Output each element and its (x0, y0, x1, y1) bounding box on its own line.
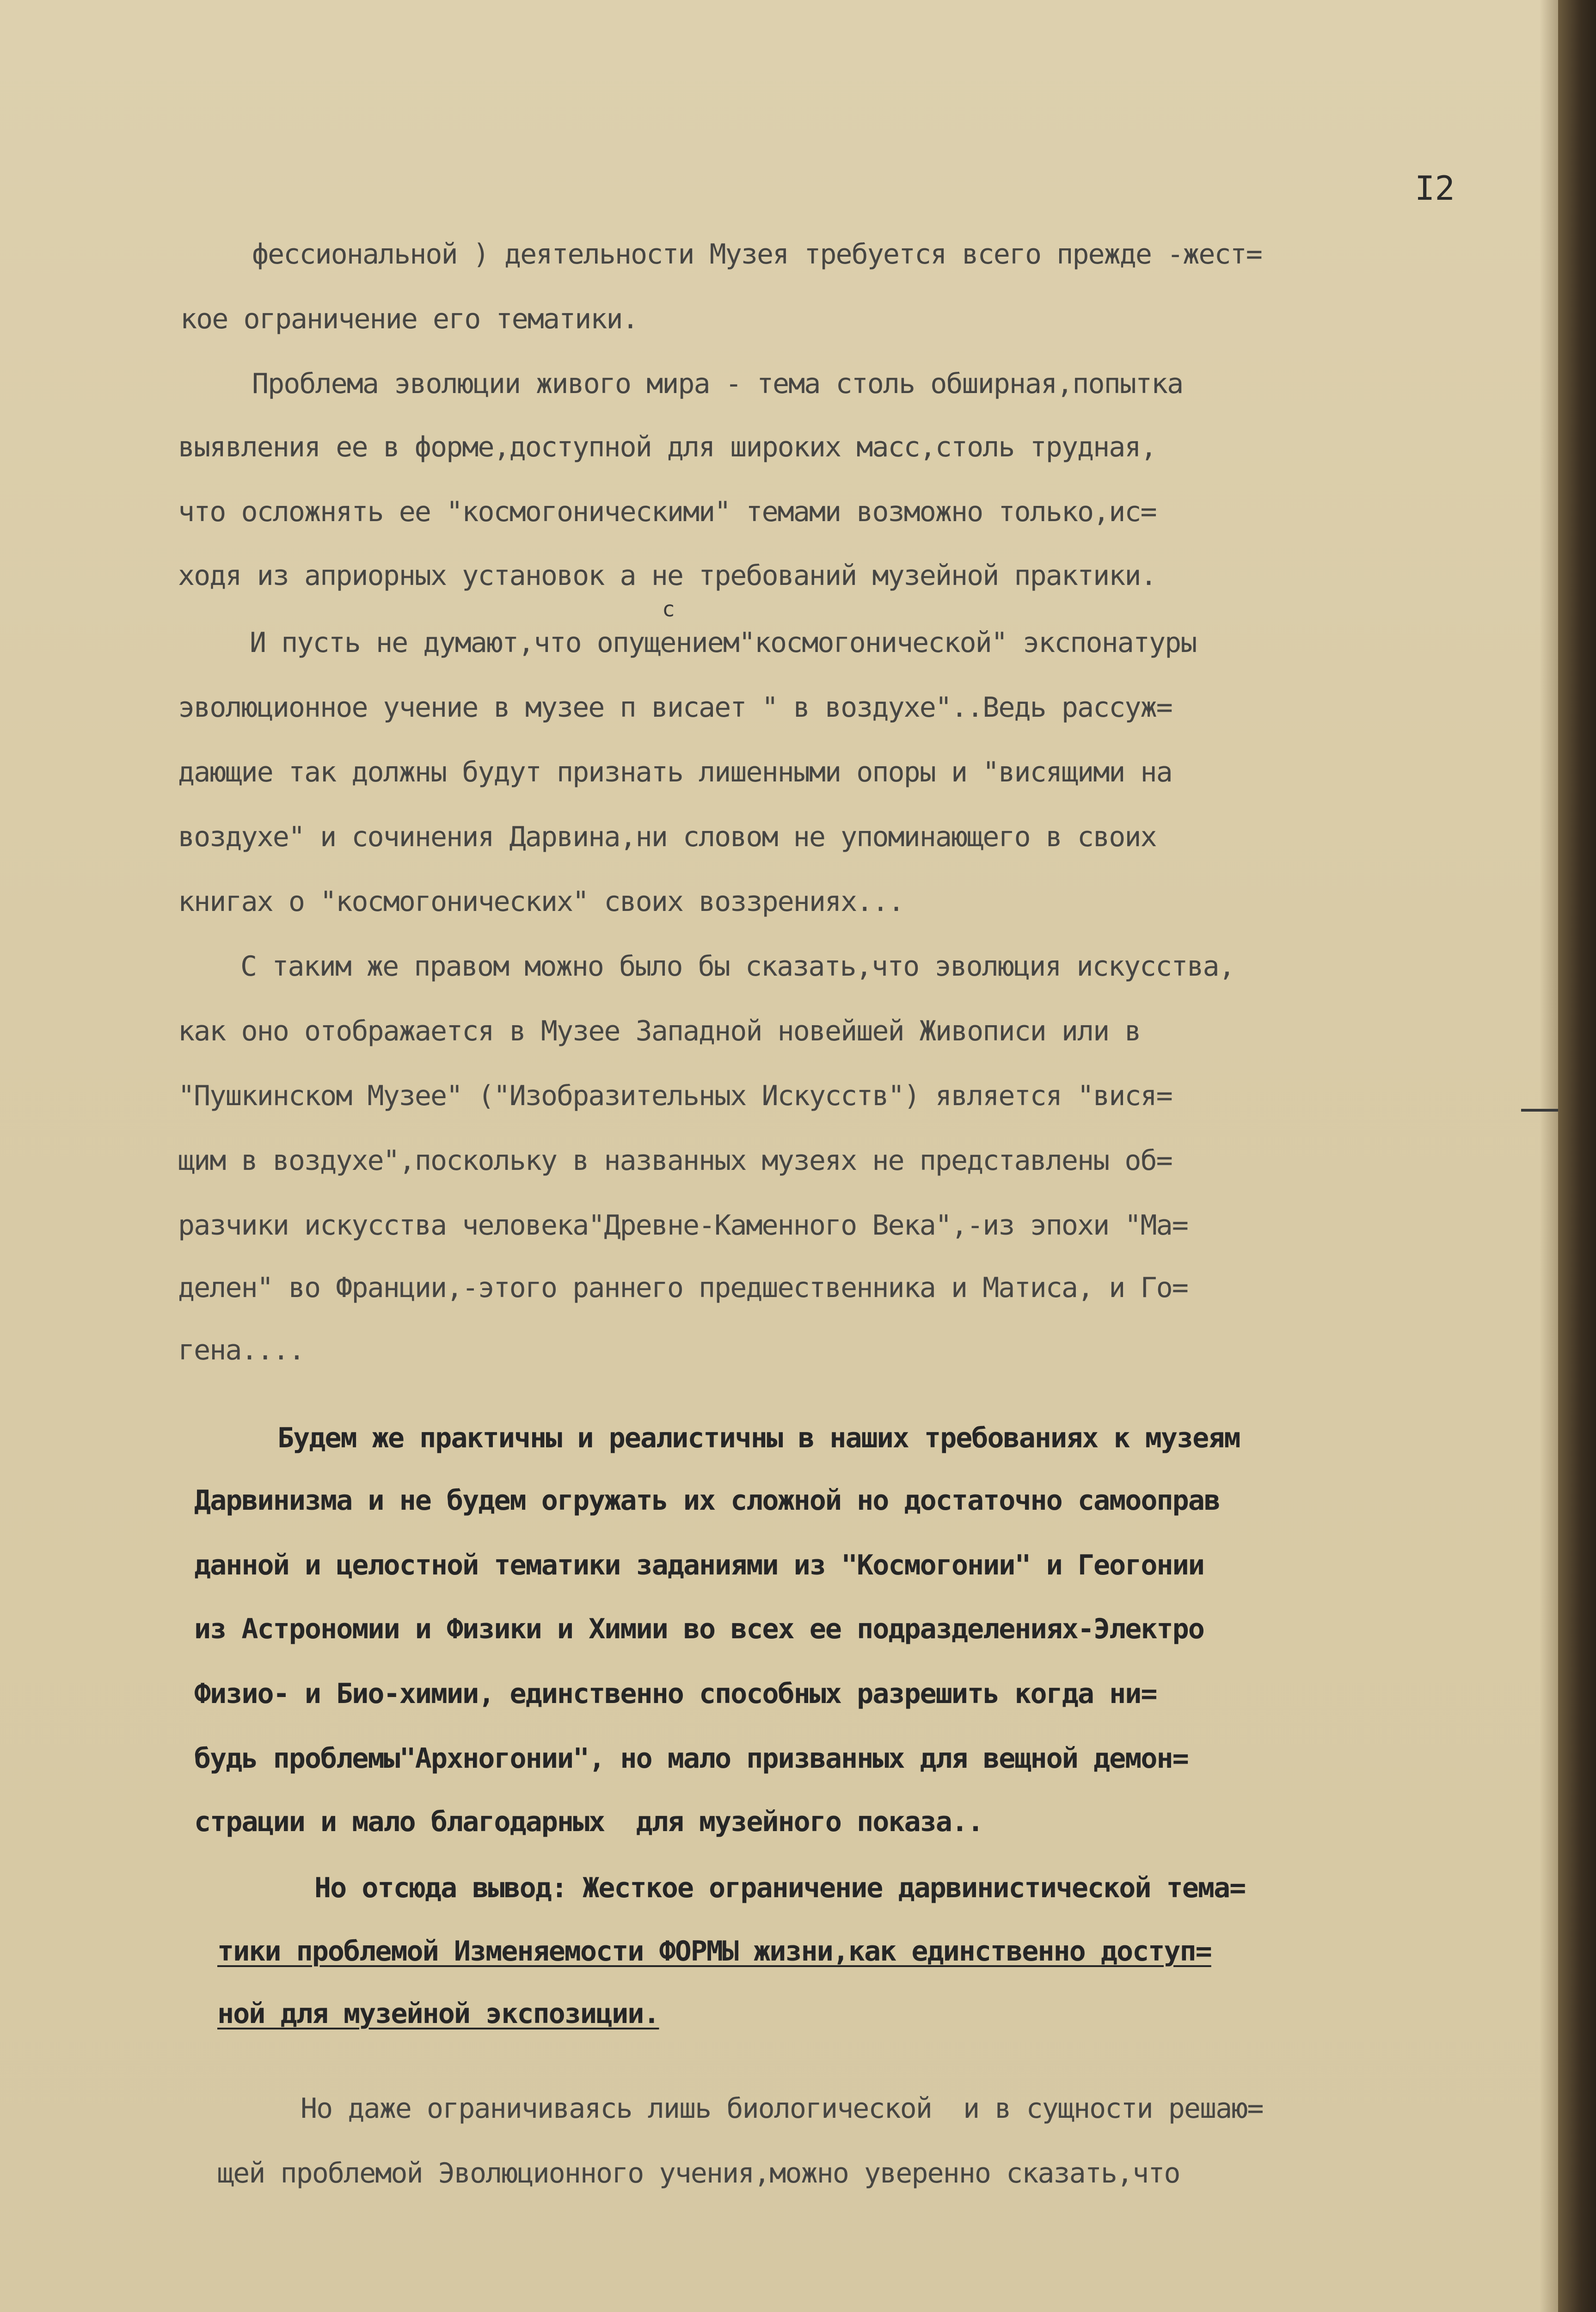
text-line: как оно отображается в Музее Западной новейшей Живописи или в (178, 1015, 1141, 1047)
text-line: фессиональной ) деятельности Музея требуется всего прежде -жест= (252, 238, 1262, 271)
text-line-bold: страции и мало благодарных для музейного показа.. (194, 1806, 983, 1838)
text-line: что осложнять ее "космогоническими" темами возможно только,ис= (178, 496, 1156, 528)
text-line: "Пушкинском Музее" ("Изобразительных Искусств") является "вися= (178, 1080, 1172, 1112)
text-line: дающие так должны будут признать лишенными опоры и "висящими на (178, 756, 1172, 788)
text-line-bold: Физио- и Био-химии, единственно способных разрешить когда ни= (194, 1678, 1157, 1710)
text-line: щим в воздухе",поскольку в названных музеях не представлены об= (178, 1144, 1172, 1177)
text-line: книгах о "космогонических" своих воззрениях... (178, 885, 904, 918)
text-line: Проблема эволюции живого мира - тема столь обширная,попытка (252, 368, 1183, 400)
text-line: Но даже ограничиваясь лишь биологической и в сущности решаю= (301, 2092, 1263, 2125)
text-line: разчики искусства человека"Древне-Каменного Века",-из эпохи "Ма= (178, 1209, 1188, 1242)
text-line-underlined: тики проблемой Изменяемости ФОРМЫ жизни,как единственно доступ= (217, 1935, 1211, 1968)
text-line-bold: будь проблемы"Архногонии", но мало призванных для вещной демон= (194, 1742, 1188, 1775)
text-line: И пусть не думают,что опущением"космогонической" экспонатуры (250, 627, 1197, 659)
text-line: выявления ее в форме,доступной для широких масс,столь трудная, (178, 431, 1156, 463)
text-line: эволюционное учение в музее п висает " в воздухе"..Ведь рассуж= (178, 691, 1172, 724)
text-line-conclusion: Но отсюда вывод: Жесткое ограничение дарвинистической тема= (314, 1872, 1246, 1904)
text-line-underlined: ной для музейной экспозиции. (217, 1998, 659, 2030)
text-line: кое ограничение его тематики. (180, 303, 638, 335)
text-line: ходя из априорных установок а не требований музейной практики. (178, 560, 1156, 592)
text-line-bold: из Астрономии и Физики и Химии во всех ее подразделениях-Электро (194, 1613, 1204, 1645)
text-line: делен" во Франции,-этого раннего предшественника и Матиса, и Го= (178, 1272, 1188, 1304)
text-line: С таким же правом можно было бы сказать,что эволюция искусства, (240, 950, 1234, 983)
handwritten-correction: с (662, 596, 675, 621)
page-number: I2 (1415, 169, 1455, 208)
text-line: щей проблемой Эволюционного учения,можно уверенно сказать,что (217, 2157, 1180, 2189)
text-line: воздухе" и сочинения Дарвина,ни словом не упоминающего в своих (178, 821, 1156, 853)
binding-edge (1558, 0, 1596, 2312)
text-line-bold: Дарвинизма и не будем огружать их сложной но достаточно самооправ (194, 1484, 1220, 1517)
text-line: гена.... (178, 1334, 304, 1366)
text-line-bold: Будем же практичны и реалистичны в наших требованиях к музеям (277, 1422, 1240, 1454)
text-line-bold: данной и целостной тематики заданиями из "Космогонии" и Геогонии (194, 1549, 1204, 1581)
